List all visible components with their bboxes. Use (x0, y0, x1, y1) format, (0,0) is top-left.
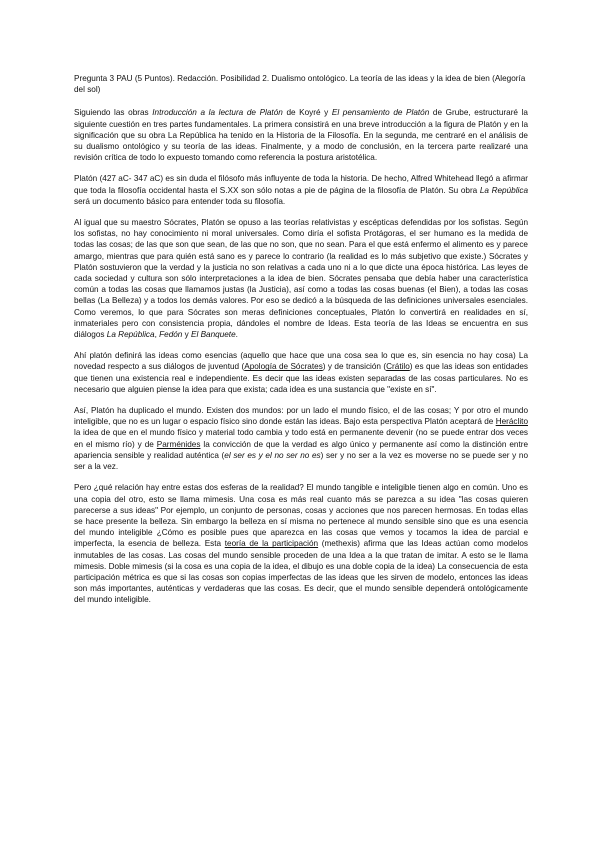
underlined-heraclito: Heráclito (495, 417, 528, 427)
text-span: (methexis) afirma que las Ideas actúan como modelos inmutables de las cosas. Las cosas del mundo sensible proceden de una Idea a la que tratan de imitar. A esto se le llama mimesis. Doble mimesis (si la cosa es una copia de la idea, el dibujo es una doble copia de la idea) La consecuencia de esta participación métrica es que si las cosas son copias imperfectas de las ideas que les sirven de modelo, entonces las ideas son más importantes, auténticas y verdaderas que las cosas. Es decir, que el mundo sensible dependerá ontológicamente del mundo inteligible. (74, 539, 528, 605)
underlined-apologia: Apología de Sócrates (244, 362, 323, 372)
dialogue-title-republica: La República (106, 330, 155, 340)
text-span: la idea de que en el mundo físico y material todo cambia y todo está en permanente devenir (no se puede entrar dos veces en el mismo río) y de (74, 428, 528, 449)
paragraph-introduction (74, 107, 528, 163)
underlined-cratilo: Crátilo (386, 362, 410, 372)
text-span: . (235, 330, 238, 340)
text-span: Platón (427 aC- 347 aC) es sin duda el filósofo más influyente de toda la historia. De hecho, Alfred Whitehead llegó a afirmar que toda la filosofía occidental hasta el S.XX son sólo notas a pie de página de la filosofía de Platón. Su obra (74, 174, 528, 195)
paragraph-two-worlds (74, 405, 528, 472)
text-span: y (182, 330, 192, 340)
text-span: será un documento básico para entender toda su filosofía. (74, 196, 286, 206)
paragraph-sophists (74, 217, 528, 340)
question-heading: Pregunta 3 PAU (5 Puntos). Redacción. Posibilidad 2. Dualismo ontológico. La teoría de las ideas y la idea de bien (Alegoría del sol) (74, 74, 526, 95)
text-span: ) es que las ideas son entidades que tienen una existencia real e independiente. Es decir que las ideas existen separadas de las cosas particulares. No es necesario que alguien piense la idea para que exista; cada idea es una sustancia que "existe en sí". (74, 362, 529, 394)
dialogue-title-banquete: El Banquete (191, 330, 236, 340)
text-span: Pero ¿qué relación hay entre estas dos esferas de la realidad? El mundo tangible e inteligible tienen algo en común. Uno es una copia del otro, esto se llama mimesis. Una cosa es más real cuanto más se parezca a su idea "las cosas quieren parecerse a sus ideas" Por ejemplo, un conjunto de personas, cosas y acciones que nos parecen hermosas. En todas ellas se hace presente la belleza. Sin embargo la belleza en sí misma no pertenece al mundo sensible sino que es una esencia del mundo inteligible ¿Cómo es posible pues que aparezca en las cosas que vemos y tocamos la idea de parcial e imperfecta, la esencia de belleza. Esta (74, 483, 528, 549)
book-title-koyre: Introducción a la lectura de Platón (152, 108, 283, 118)
text-span: la convicción de que la verdad es algo único y permanente así como la distinción entre apariencia sensible y realidad auténtica ( (74, 439, 529, 460)
text-span: de Grube, estructuraré la siguiente cuestión en tres partes fundamentales. La primera consistirá en una breve introducción a la figura de Platón y en la significación que su obra La República ha tenido en la Historia de la Filosofía. En la segunda, me centraré en el análisis de su dualismo ontológico y su teoría de las ideas. Finalmente, y a modo de conclusión, en la tercera parte realizaré una revisión crítica de todo lo expuesto tomando como referencia la postura aristotélica. (74, 108, 528, 163)
text-span: Ahí platón definirá las ideas como esencias (aquello que hace que una cosa sea lo que es, sin esencia no hay cosa) La novedad respecto a sus diálogos de juventud ( (74, 351, 528, 372)
book-title-republica: La República (479, 185, 528, 195)
text-span: Siguiendo las obras (74, 108, 153, 118)
paragraph-mimesis (74, 482, 528, 605)
text-span: de Koyré y (282, 108, 332, 118)
italic-quote-ser: el ser es y el no ser no es (224, 450, 321, 460)
book-title-grube: El pensamiento de Platón (331, 108, 430, 118)
text-span: Así, Platón ha duplicado el mundo. Existen dos mundos: por un lado el mundo físico, el de las cosas; Y por otro el mundo inteligible, que no es un lugar o espacio físico sino donde están las ideas. Bajo esta perspectiva Platón aceptará de (74, 406, 528, 427)
paragraph-plato-biography (74, 173, 528, 207)
text-span: ) ser y no ser a la vez es moverse no se puede ser y no ser a la vez. (74, 450, 528, 472)
paragraph-ideas-essences (74, 350, 528, 395)
dialogue-title-fedon: Fedón (159, 330, 183, 340)
underlined-parmenides: Parménides (156, 439, 201, 449)
text-span: Al igual que su maestro Sócrates, Platón se opuso a las teorías relativistas y escépticas defendidas por los sofistas. Según los sofistas, no hay conocimiento ni moral universales. Como diría el sofista Protágoras, el ser humano es la medida de todas las cosas; de las que son que sean, de las que no son, que no sean. Para el que está enfermo el alimento es y parece amargo, mientras que para quién está sano es y parece lo contrario (la realidad es lo más subjetivo que existe.) Sócrates y Platón sostuvieron que la verdad y la justicia no son relativas a cada uno ni a lo que dicte una época histórica. Las leyes de cada sociedad y cultura son sólo interpretaciones a la idea de bien. Sócrates pensaba que debía haber una característica común a todas las cosas que llamamos justas (la Justicia), así como a todas las cosas buenas (el Bien), a todas las cosas bellas (La Belleza) y a todos los demás valores. Por eso se dedicó a la búsqueda de las definiciones universales esenciales. Como veremos, lo que para Sócrates son meras definiciones conceptuales, Platón lo convertirá en realidades en sí, inmateriales pero con consistencia propia, dándoles el nombre de Ideas. Esta teoría de las Ideas se encuentra en sus diálogos (74, 218, 528, 340)
text-span: ) y de transición ( (322, 362, 387, 372)
underlined-participacion: teoría de la participación (224, 539, 319, 549)
text-span: , (154, 330, 160, 340)
